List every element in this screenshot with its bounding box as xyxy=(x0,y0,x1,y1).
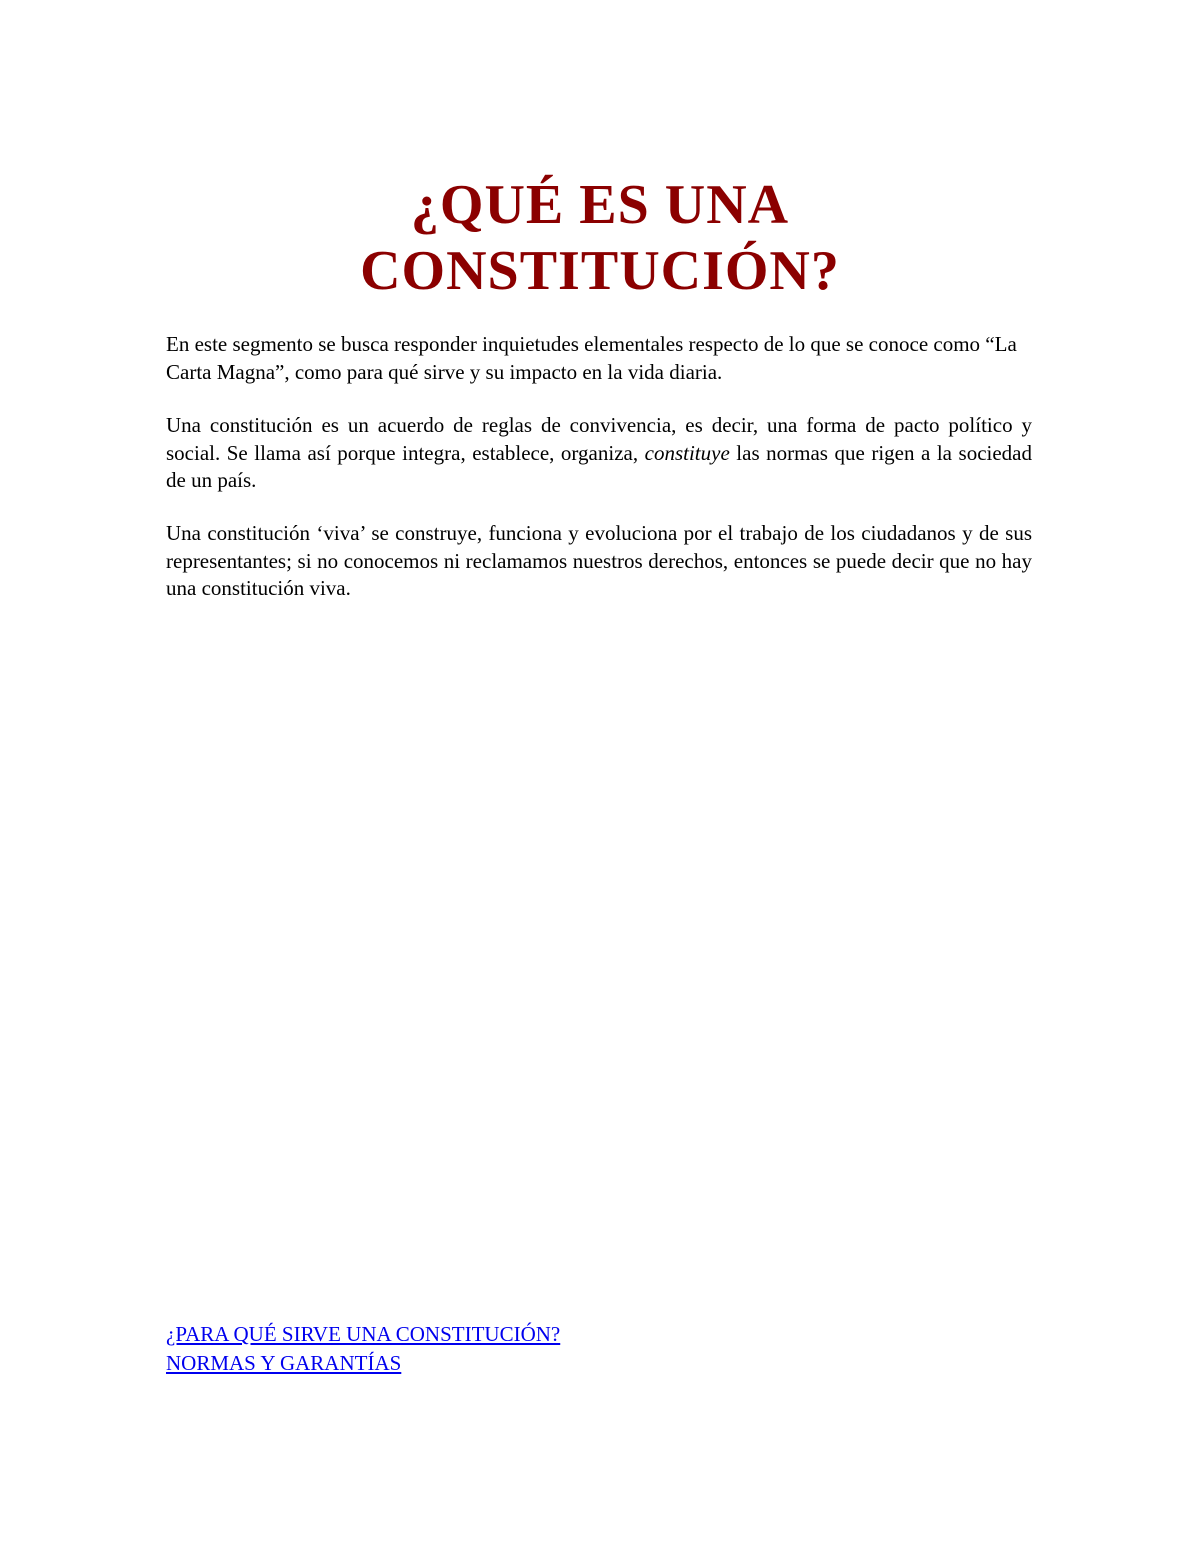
definition-paragraph xyxy=(166,412,1032,495)
living-constitution-paragraph: Una constitución ‘viva’ se construye, funciona y evoluciona por el trabajo de los ciudadanos y de sus representantes; si no conocemos ni reclamamos nuestros derechos, entonces se puede decir que no hay una constitución viva. xyxy=(166,521,1032,600)
definition-text-start: Una constitución es un acuerdo de reglas de convivencia, es decir, una forma de pacto político y social. Se llama así porque integra, establece, organiza, xyxy=(166,413,1032,465)
link-normas-y-garantias[interactable]: NORMAS Y GARANTÍAS xyxy=(166,1351,402,1375)
link-para-que-sirve[interactable]: ¿PARA QUÉ SIRVE UNA CONSTITUCIÓN? xyxy=(166,1322,561,1346)
page-title-line-2: CONSTITUCIÓN? xyxy=(360,240,840,302)
intro-paragraph: En este segmento se busca responder inquietudes elementales respecto de lo que se conoce como “La Carta Magna”, como para qué sirve y su impacto en la vida diaria. xyxy=(166,332,1017,384)
definition-italic-word: constituye xyxy=(644,440,730,465)
page-title-line-1: ¿QUÉ ES UNA xyxy=(410,174,790,236)
page-title xyxy=(166,172,1034,304)
related-links xyxy=(166,1320,1032,1378)
definition-text-end: las normas que rigen a la sociedad de un país. xyxy=(166,440,1032,492)
